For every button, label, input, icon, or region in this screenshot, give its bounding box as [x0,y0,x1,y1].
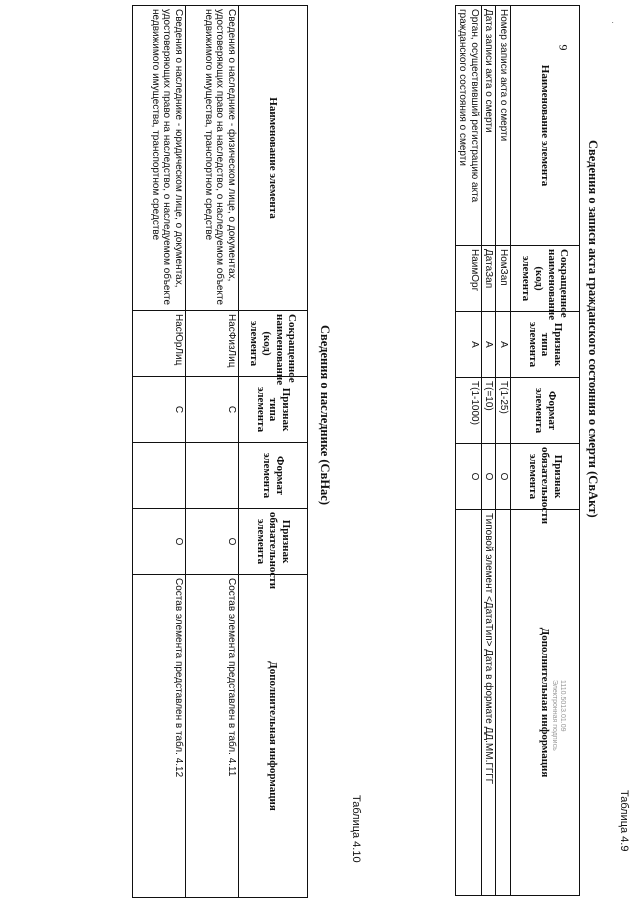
table-cell: ДатаЗап [482,246,497,312]
table-cell: Орган, осуществивший регистрацию акта гражданского состояния о смерти [456,6,482,246]
table-cell: Дата записи акта о смерти [482,6,497,246]
table2-title: Сведения о наследнике (СвНас) [318,325,332,506]
table-cell: С [186,377,239,443]
table-cell [496,510,511,896]
table-cell: T(=10) [482,378,497,444]
table2-header: Признак обязательности элемента [239,509,308,575]
table-cell: А [496,312,511,378]
table-cell: С [133,377,186,443]
table2-header: Дополнительная информация [239,575,308,898]
table-cell: О [496,444,511,510]
table-cell: НасЮрЛиц [133,311,186,377]
table-cell: Состав элемента представлен в табл. 4.12 [133,575,186,898]
table1-header-row [511,6,580,896]
footnote-line: 1110.5013.01.09 [559,680,566,732]
table-row [456,6,482,896]
table-row [496,6,511,896]
table-cell: А [456,312,482,378]
table1 [455,5,580,896]
table1-header: Наименование элемента [511,6,580,246]
table-cell: О [186,509,239,575]
table-cell: О [482,444,497,510]
table-cell: А [482,312,497,378]
stamp-footnote [549,680,566,751]
table2-header: Наименование элемента [239,6,308,311]
footnote-line: Электронная подпись [550,680,558,751]
table-row [186,6,239,898]
table-cell: О [456,444,482,510]
page-number: 9 [556,44,571,51]
table1-title: Сведения о записи акта гражданского состояния о смерти (СвАкт) [586,140,600,518]
table2-header: Сокращенное наименование (код) элемента [239,311,308,377]
table-cell [186,443,239,509]
table-row [133,6,186,898]
scan-specks: · [611,18,614,27]
table1-header: Дополнительная информация [511,510,580,896]
table-cell: Сведения о наследнике - юридическом лице, о документах, удостоверяющих право на наследство, о наследуемом объекте недвижимого имущества, транспортном средстве [133,6,186,311]
table-cell: Номер записи акта о смерти [496,6,511,246]
table2-header-row [239,6,308,898]
table-cell: T(1-1000) [456,378,482,444]
table2-caption: Таблица 4.10 [350,795,362,863]
table-cell: Сведения о наследнике - физическом лице, о документах, удостоверяющих право на наследство, о наследуемом объекте недвижимого имущества, транспортном средстве [186,6,239,311]
table-cell [456,510,482,896]
table-cell: Состав элемента представлен в табл. 4.11 [186,575,239,898]
table1-header: Формат элемента [511,378,580,444]
table1-header: Признак типа элемента [511,312,580,378]
table-cell: Типовой элемент <ДатаТип> Дата в формате ДД.ММ.ГГГГ [482,510,497,896]
table2-header: Формат элемента [239,443,308,509]
table-cell: НаимОрг [456,246,482,312]
table-cell: T(1-25) [496,378,511,444]
table1-header: Сокращенное наименование (код) элемента [511,246,580,312]
table-cell: НомЗап [496,246,511,312]
table-cell [133,443,186,509]
table-row [482,6,497,896]
table2 [132,5,308,898]
table2-header: Признак типа элемента [239,377,308,443]
table-cell: НасФизЛиц [186,311,239,377]
table1-caption: Таблица 4.9 [618,790,630,852]
table-cell: О [133,509,186,575]
table1-header: Признак обязательности элемента [511,444,580,510]
